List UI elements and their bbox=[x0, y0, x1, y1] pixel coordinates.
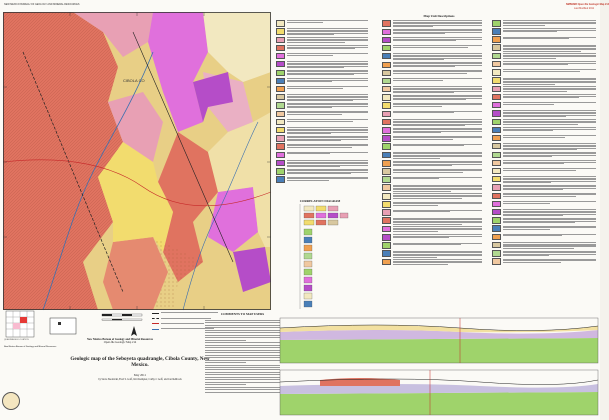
unit-description-entry bbox=[492, 86, 596, 93]
quadrangle-location-label: QUADRANGLE LOCATION bbox=[4, 339, 29, 341]
unit-description-entry bbox=[492, 152, 596, 159]
unit-description-entry bbox=[382, 29, 482, 36]
comment-text-line bbox=[205, 362, 246, 363]
north-arrow-icon bbox=[127, 325, 141, 339]
unit-description-entry bbox=[382, 160, 482, 167]
unit-description-entry bbox=[492, 184, 596, 191]
unit-color-swatch bbox=[492, 86, 501, 93]
unit-description-entry bbox=[276, 111, 368, 118]
unit-color-swatch bbox=[382, 70, 391, 77]
unit-color-swatch bbox=[382, 217, 391, 224]
comment-text-line bbox=[205, 365, 280, 366]
unit-color-swatch bbox=[382, 119, 391, 126]
unit-description-entry bbox=[492, 201, 596, 208]
comments-text-block bbox=[205, 318, 280, 408]
unit-description-entry bbox=[382, 86, 482, 93]
unit-color-swatch bbox=[276, 37, 285, 44]
unit-color-swatch bbox=[492, 258, 501, 265]
unit-color-swatch bbox=[382, 62, 391, 69]
unit-description-entry bbox=[492, 176, 596, 183]
unit-description-entry bbox=[382, 152, 482, 159]
correlation-unit-box bbox=[304, 245, 312, 251]
unit-description-entry bbox=[492, 143, 596, 150]
unit-color-swatch bbox=[382, 160, 391, 167]
correlation-unit-box bbox=[340, 213, 348, 218]
unit-color-swatch bbox=[382, 94, 391, 101]
unit-description-entry bbox=[492, 135, 596, 142]
series-code: NMBGMR Open-file Geologic Map 214 bbox=[566, 3, 609, 6]
unit-description-entry bbox=[492, 61, 596, 68]
bureau-name: New Mexico Bureau of Geology and Mineral Resources bbox=[86, 338, 153, 341]
unit-color-swatch bbox=[492, 36, 501, 43]
map-date: May 2011 bbox=[133, 373, 147, 377]
open-file-number: Open-file Geologic Map 214 bbox=[103, 341, 137, 344]
unit-color-swatch bbox=[276, 28, 285, 35]
unit-description-entry bbox=[382, 234, 482, 241]
unit-description-entry bbox=[382, 135, 482, 142]
unit-description-column-3 bbox=[492, 20, 596, 320]
unit-color-swatch bbox=[492, 53, 501, 60]
unit-color-swatch bbox=[276, 78, 285, 85]
comment-text-line bbox=[205, 387, 280, 388]
comment-text-line bbox=[205, 382, 280, 383]
unit-color-swatch bbox=[382, 168, 391, 175]
comment-text-line bbox=[205, 347, 280, 348]
correlation-unit-box bbox=[304, 229, 312, 235]
correlation-unit-box bbox=[316, 213, 326, 218]
comment-text-line bbox=[205, 377, 280, 378]
unit-color-swatch bbox=[276, 168, 285, 175]
unit-description-entry bbox=[382, 78, 482, 85]
unit-description-entry bbox=[276, 94, 368, 101]
unit-description-entry bbox=[382, 127, 482, 134]
unit-description-entry bbox=[382, 20, 482, 27]
unit-description-entry bbox=[382, 168, 482, 175]
unit-color-swatch bbox=[276, 20, 285, 27]
comment-text-line bbox=[205, 367, 280, 368]
unit-description-entry bbox=[276, 168, 368, 175]
unit-color-swatch bbox=[382, 45, 391, 52]
unit-description-entry bbox=[492, 20, 596, 27]
unit-description-entry bbox=[492, 209, 596, 216]
correlation-unit-box bbox=[304, 253, 312, 259]
comment-text-line bbox=[205, 332, 280, 333]
unit-description-entry bbox=[382, 143, 482, 150]
unit-description-entry bbox=[492, 242, 596, 249]
unit-description-entry bbox=[276, 20, 368, 27]
comment-text-line bbox=[205, 355, 280, 356]
unit-color-swatch bbox=[382, 201, 391, 208]
unit-color-swatch bbox=[276, 70, 285, 77]
new-mexico-locator-map bbox=[48, 316, 78, 336]
authors: Steve Skotnicki, Fred S. Goff, Kirt Kempter, Cathy J. Goff, and Jon Rehbock bbox=[101, 378, 182, 381]
unit-description-entry bbox=[382, 94, 482, 101]
cross-section-a bbox=[280, 318, 598, 363]
unit-color-swatch bbox=[492, 20, 501, 27]
correlation-unit-box bbox=[304, 213, 314, 218]
unit-description-entry bbox=[382, 201, 482, 208]
unit-color-swatch bbox=[382, 53, 391, 60]
comment-text-line bbox=[205, 374, 280, 375]
unit-color-swatch bbox=[492, 135, 501, 142]
unit-color-swatch bbox=[382, 209, 391, 216]
unit-description-entry bbox=[382, 70, 482, 77]
unit-description-entry bbox=[492, 250, 596, 257]
correlation-unit-box bbox=[316, 220, 326, 225]
comment-text-line bbox=[205, 342, 280, 343]
unit-color-swatch bbox=[276, 86, 285, 93]
unit-description-entry bbox=[276, 127, 368, 134]
comment-text-line bbox=[205, 327, 280, 328]
unit-color-swatch bbox=[492, 28, 501, 35]
unit-color-swatch bbox=[382, 193, 391, 200]
correlation-unit-box bbox=[304, 237, 312, 243]
comment-text-line bbox=[205, 350, 280, 351]
correlation-unit-box bbox=[316, 206, 326, 211]
comment-text-line bbox=[205, 360, 280, 361]
unit-description-entry bbox=[492, 234, 596, 241]
unit-color-swatch bbox=[492, 201, 501, 208]
unit-color-swatch bbox=[492, 44, 501, 51]
unit-description-entry bbox=[492, 28, 596, 35]
unit-description-column-2 bbox=[382, 20, 482, 320]
comment-text-line bbox=[205, 372, 280, 373]
unit-color-swatch bbox=[382, 127, 391, 134]
unit-color-swatch bbox=[276, 152, 285, 159]
unit-color-swatch bbox=[276, 127, 285, 134]
unit-description-entry bbox=[492, 110, 596, 117]
unit-description-entry bbox=[276, 152, 368, 159]
unit-description-entry bbox=[492, 160, 596, 167]
unit-color-swatch bbox=[492, 234, 501, 241]
comment-text-line bbox=[205, 369, 280, 370]
unit-color-swatch bbox=[382, 78, 391, 85]
bureau-seal-icon bbox=[2, 392, 20, 410]
correlation-unit-box bbox=[328, 220, 338, 225]
unit-description-entry bbox=[276, 119, 368, 126]
unit-description-entry bbox=[382, 37, 482, 44]
unit-color-swatch bbox=[492, 143, 501, 150]
unit-description-entry bbox=[382, 184, 482, 191]
unit-color-swatch bbox=[382, 226, 391, 233]
unit-description-entry bbox=[276, 45, 368, 52]
unit-description-entry bbox=[492, 119, 596, 126]
unit-color-swatch bbox=[382, 176, 391, 183]
unit-description-entry bbox=[492, 69, 596, 76]
quadrangle-location-map bbox=[5, 310, 35, 338]
unit-color-swatch bbox=[492, 209, 501, 216]
correlation-unit-box bbox=[304, 269, 312, 275]
cross-section-b bbox=[280, 370, 598, 415]
unit-description-entry bbox=[276, 61, 368, 68]
unit-description-entry bbox=[382, 53, 482, 60]
comments-title: COMMENTS TO MAP USERS bbox=[220, 312, 265, 316]
unit-color-swatch bbox=[276, 176, 285, 183]
unit-description-entry bbox=[382, 119, 482, 126]
unit-description-entry bbox=[492, 102, 596, 109]
unit-color-swatch bbox=[492, 184, 501, 191]
map-title: Geologic map of the Seboyeta quadrangle, Cibola County, New Mexico. bbox=[70, 356, 210, 368]
unit-description-entry bbox=[492, 225, 596, 232]
unit-description-entry bbox=[382, 111, 482, 118]
correlation-unit-box bbox=[304, 293, 312, 299]
unit-description-entry bbox=[492, 193, 596, 200]
comment-text-line bbox=[205, 357, 280, 358]
bureau-name-small: New Mexico Bureau of Geology and Mineral Resources bbox=[4, 346, 57, 348]
unit-color-swatch bbox=[492, 193, 501, 200]
unit-color-swatch bbox=[276, 135, 285, 142]
unit-descriptions-title: Map Unit Descriptions bbox=[423, 14, 455, 18]
unit-color-swatch bbox=[276, 160, 285, 167]
unit-color-swatch bbox=[276, 53, 285, 60]
unit-description-entry bbox=[382, 250, 482, 257]
unit-color-swatch bbox=[492, 217, 501, 224]
correlation-diagram bbox=[280, 204, 350, 309]
scale-bar bbox=[100, 312, 150, 326]
unit-description-entry bbox=[492, 94, 596, 101]
unit-color-swatch bbox=[382, 86, 391, 93]
unit-description-entry bbox=[492, 77, 596, 84]
comment-text-line bbox=[205, 392, 280, 393]
unit-color-swatch bbox=[382, 37, 391, 44]
unit-description-entry bbox=[492, 217, 596, 224]
unit-color-swatch bbox=[276, 102, 285, 109]
unit-color-swatch bbox=[276, 143, 285, 150]
unit-color-swatch bbox=[492, 127, 501, 134]
unit-color-swatch bbox=[492, 110, 501, 117]
unit-description-entry bbox=[276, 135, 368, 142]
unit-color-swatch bbox=[382, 20, 391, 27]
unit-description-entry bbox=[276, 143, 368, 150]
unit-description-entry bbox=[492, 127, 596, 134]
unit-color-swatch bbox=[276, 119, 285, 126]
unit-description-entry bbox=[276, 78, 368, 85]
correlation-unit-box bbox=[304, 261, 312, 267]
authors-prefix: by bbox=[98, 378, 101, 381]
comment-text-line bbox=[205, 384, 246, 385]
agency-header: NEW MEXICO BUREAU OF GEOLOGY AND MINERAL RESOURCES bbox=[4, 3, 80, 6]
unit-color-swatch bbox=[492, 168, 501, 175]
unit-color-swatch bbox=[492, 250, 501, 257]
correlation-unit-box bbox=[304, 301, 312, 307]
unit-description-entry bbox=[492, 168, 596, 175]
unit-color-swatch bbox=[276, 111, 285, 118]
unit-color-swatch bbox=[382, 111, 391, 118]
unit-color-swatch bbox=[382, 143, 391, 150]
unit-color-swatch bbox=[492, 119, 501, 126]
unit-color-swatch bbox=[492, 102, 501, 109]
correlation-unit-box bbox=[304, 285, 312, 291]
unit-color-swatch bbox=[382, 135, 391, 142]
comment-text-line bbox=[205, 325, 280, 326]
unit-description-entry bbox=[492, 53, 596, 60]
county-label: CIBOLA CO bbox=[123, 78, 145, 83]
unit-color-swatch bbox=[382, 152, 391, 159]
unit-color-swatch bbox=[382, 102, 391, 109]
geologic-map bbox=[3, 12, 271, 310]
correlation-unit-box bbox=[304, 220, 314, 225]
unit-color-swatch bbox=[492, 152, 501, 159]
unit-description-entry bbox=[382, 226, 482, 233]
unit-color-swatch bbox=[382, 259, 391, 266]
comment-text-line bbox=[205, 389, 280, 390]
unit-color-swatch bbox=[492, 77, 501, 84]
unit-description-entry bbox=[382, 193, 482, 200]
comment-text-line bbox=[205, 340, 246, 341]
unit-description-entry bbox=[276, 53, 368, 60]
unit-color-swatch bbox=[492, 94, 501, 101]
series-date: Last Modified 2011 bbox=[574, 6, 595, 10]
unit-description-entry bbox=[276, 28, 368, 35]
unit-color-swatch bbox=[276, 94, 285, 101]
unit-color-swatch bbox=[492, 160, 501, 167]
unit-description-entry bbox=[382, 259, 482, 266]
correlation-unit-box bbox=[328, 206, 338, 211]
unit-description-column-1 bbox=[276, 20, 368, 200]
unit-color-swatch bbox=[492, 225, 501, 232]
unit-description-entry bbox=[276, 70, 368, 77]
unit-color-swatch bbox=[492, 69, 501, 76]
xsec-a-lower-layer bbox=[280, 338, 598, 363]
unit-color-swatch bbox=[382, 184, 391, 191]
unit-color-swatch bbox=[382, 234, 391, 241]
unit-description-entry bbox=[492, 36, 596, 43]
correlation-unit-box bbox=[304, 206, 314, 211]
comment-text-line bbox=[205, 345, 280, 346]
unit-description-entry bbox=[382, 217, 482, 224]
comment-text-line bbox=[205, 337, 280, 338]
comment-text-line bbox=[205, 335, 280, 336]
unit-color-swatch bbox=[492, 242, 501, 249]
comment-text-line bbox=[205, 322, 280, 323]
unit-color-swatch bbox=[492, 176, 501, 183]
unit-color-swatch bbox=[276, 61, 285, 68]
unit-description-entry bbox=[382, 242, 482, 249]
unit-description-entry bbox=[276, 37, 368, 44]
comment-text-line bbox=[205, 379, 280, 380]
correlation-unit-box bbox=[328, 213, 338, 218]
unit-description-entry bbox=[382, 45, 482, 52]
unit-color-swatch bbox=[492, 61, 501, 68]
comment-text-line bbox=[205, 352, 280, 353]
unit-color-swatch bbox=[276, 45, 285, 52]
unit-description-entry bbox=[492, 44, 596, 51]
unit-description-entry bbox=[382, 176, 482, 183]
unit-description-entry bbox=[276, 176, 368, 183]
unit-description-entry bbox=[276, 102, 368, 109]
comment-text-line bbox=[205, 330, 280, 331]
unit-color-swatch bbox=[382, 29, 391, 36]
comment-text-line bbox=[205, 320, 280, 321]
unit-color-swatch bbox=[382, 242, 391, 249]
unit-description-entry bbox=[276, 160, 368, 167]
correlation-unit-box bbox=[304, 277, 312, 283]
correlation-diagram-title: CORRELATION DIAGRAM bbox=[299, 199, 341, 203]
unit-color-swatch bbox=[382, 250, 391, 257]
unit-description-entry bbox=[382, 62, 482, 69]
xsec-b-lower-layer bbox=[280, 392, 598, 415]
unit-description-entry bbox=[382, 209, 482, 216]
unit-description-entry bbox=[276, 86, 368, 93]
unit-description-entry bbox=[492, 258, 596, 265]
unit-description-entry bbox=[382, 102, 482, 109]
